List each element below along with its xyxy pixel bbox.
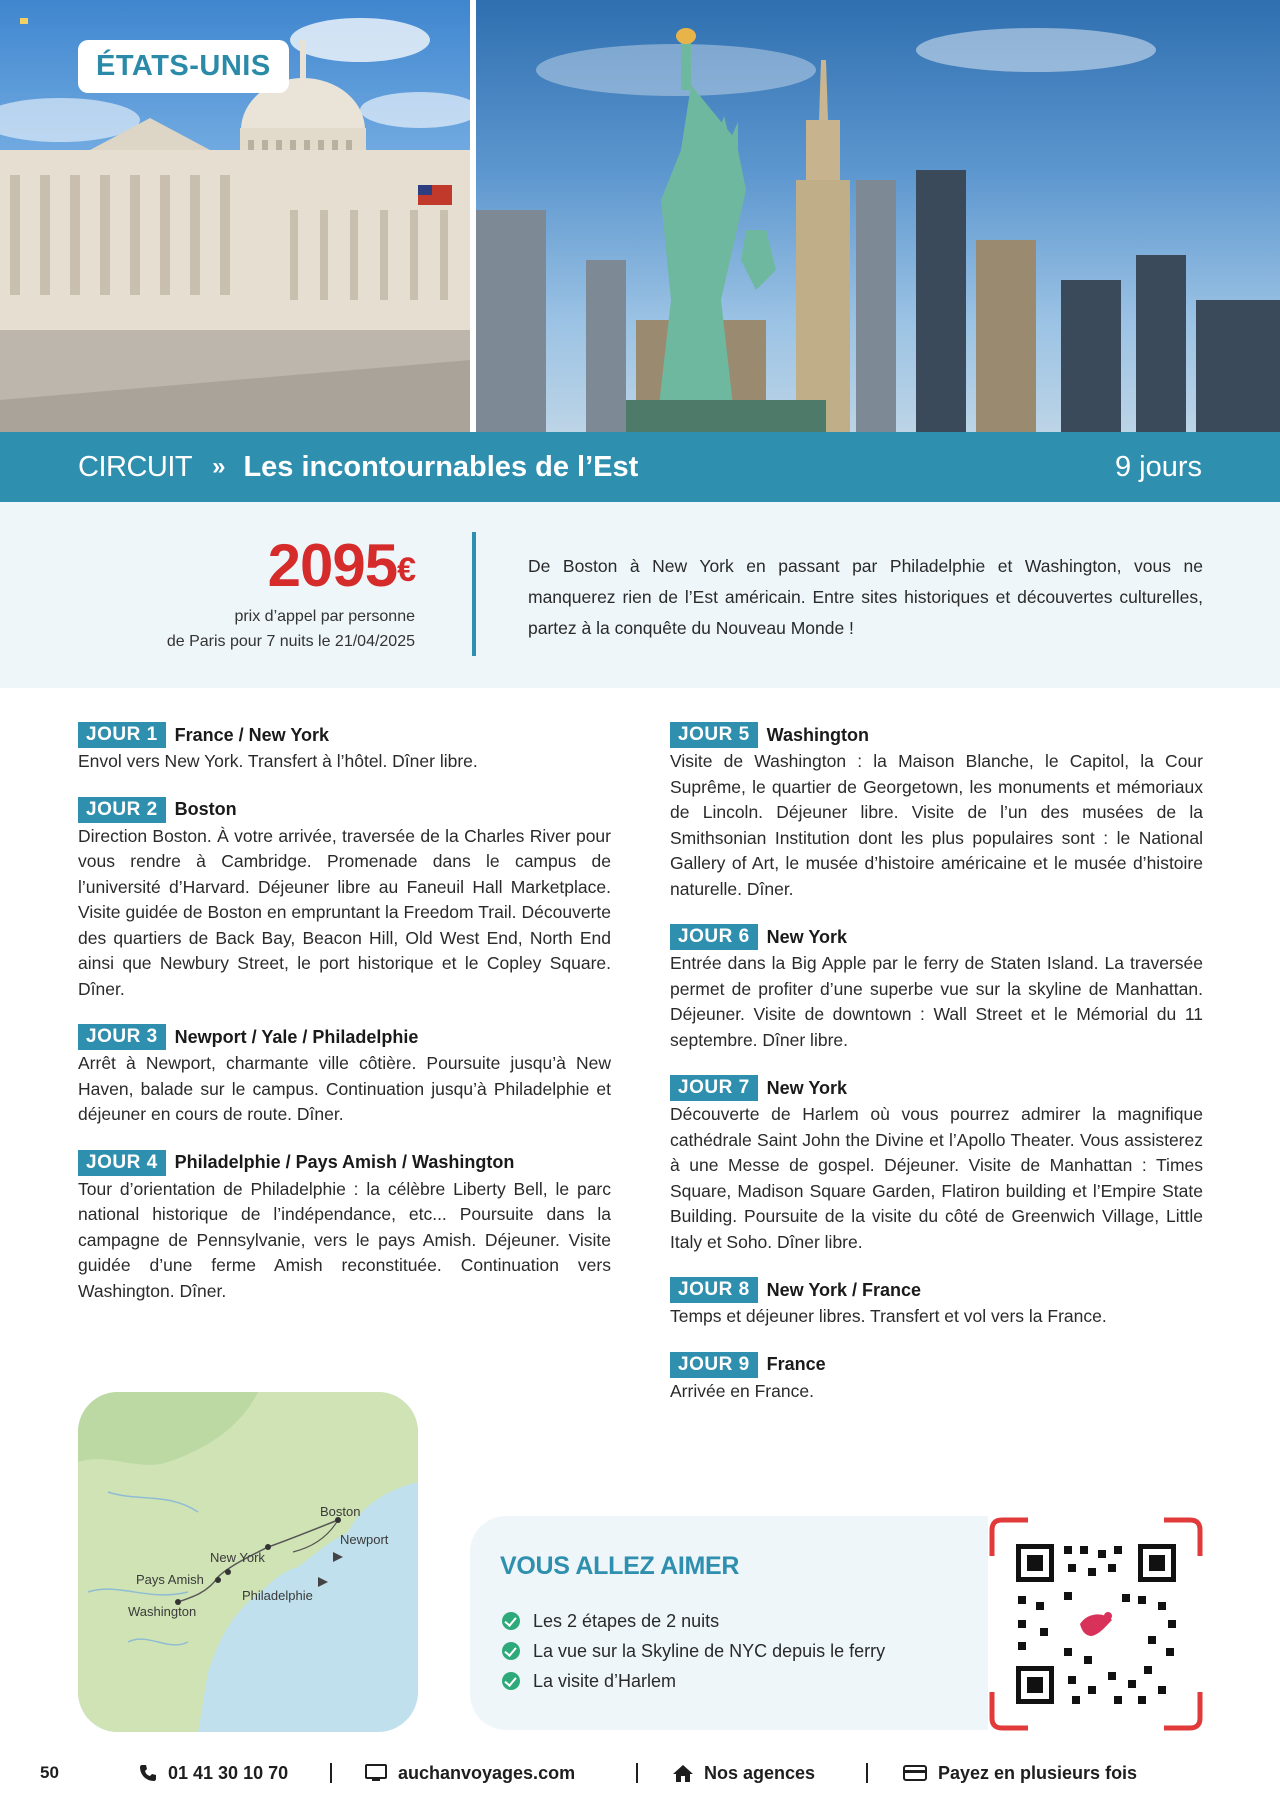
check-icon [502, 1612, 520, 1630]
highlight-item [502, 1666, 885, 1696]
highlights-title: VOUS ALLEZ AIMER [500, 1552, 740, 1580]
day-description: Arrêt à Newport, charmante ville côtière. Poursuite jusqu’à New Haven, balade sur le campus. Continuation jusqu’à Philadelphie et déjeuner en cours de route. Dîner. [78, 1053, 611, 1124]
day-tag: JOUR 5 [670, 722, 758, 748]
page-number: 50 [40, 1763, 59, 1782]
day-item [670, 924, 1203, 1053]
footer-separator [330, 1763, 332, 1783]
day-place: Newport / Yale / Philadelphie [174, 1026, 419, 1047]
map-label-washington: Washington [128, 1604, 197, 1619]
day-description: Envol vers New York. Transfert à l’hôtel. Dîner libre. [78, 751, 478, 771]
footer [0, 1758, 1280, 1788]
day-item [78, 722, 611, 775]
agencies-link: Nos agences [704, 1762, 816, 1783]
country-badge: ÉTATS-UNIS [78, 40, 289, 93]
footer-separator [866, 1763, 868, 1783]
day-tag: JOUR 3 [78, 1024, 166, 1050]
credit-card-icon [902, 1763, 928, 1783]
day-tag: JOUR 1 [78, 722, 166, 748]
day-place: Boston [174, 799, 237, 819]
day-tag: JOUR 2 [78, 797, 166, 823]
chevron-right-icon: » [212, 453, 226, 480]
hero-photos [0, 0, 1280, 432]
tour-title-bar [0, 432, 1280, 502]
footer-separator [636, 1763, 638, 1783]
day-place: Washington [766, 724, 869, 745]
day-item [670, 1075, 1203, 1255]
check-icon [502, 1672, 520, 1690]
capitol-photo [0, 0, 470, 432]
day-item [670, 722, 1203, 902]
day-tag: JOUR 8 [670, 1277, 758, 1303]
day-item [78, 797, 611, 1003]
phone-icon [138, 1763, 158, 1783]
highlight-item [502, 1636, 885, 1666]
day-place: New York [766, 926, 848, 947]
phone-number: 01 41 30 10 70 [168, 1762, 289, 1783]
check-icon [502, 1642, 520, 1660]
website-link: auchanvoyages.com [398, 1762, 576, 1783]
day-description: Arrivée en France. [670, 1380, 814, 1401]
highlight-text: Les 2 étapes de 2 nuits [533, 1610, 720, 1631]
statue-of-liberty-photo [476, 0, 1280, 432]
day-item [78, 1024, 611, 1128]
day-place: Philadelphie / Pays Amish / Washington [174, 1152, 515, 1172]
day-item [78, 1150, 611, 1305]
day-item [670, 1352, 1203, 1405]
map-label-new-york: New York [210, 1550, 265, 1565]
day-tag: JOUR 6 [670, 924, 758, 950]
map-label-philadelphie: Philadelphie [242, 1588, 313, 1603]
qr-code[interactable] [988, 1516, 1204, 1732]
day-description: Découverte de Harlem où vous pourrez admirer la magnifique cathédrale Saint John the Divine et l’Apollo Theater. Vous assisterez à une Messe de gospel. Déjeuner. Visite de Manhattan : Times Square, Madison Square Garden, Flatiron building et l’Empire State Building. Poursuite de la visite du côté de Greenwich Village, Little Italy et Soho. Dîner libre. [670, 1104, 1203, 1252]
day-place: France / New York [174, 724, 330, 745]
highlight-text: La visite d’Harlem [533, 1670, 677, 1691]
highlights-list [502, 1606, 885, 1696]
day-description: Direction Boston. À votre arrivée, traversée de la Charles River pour vous rendre à Cambridge. Promenade dans le campus de l’université d’Harvard. Déjeuner libre au Faneuil Hall Marketplace. Visite guidée de Boston en empruntant la Freedom Trail. Découverte des quartiers de Back Bay, Beacon Hill, Old West End, North End ainsi que Newbury Street, le port historique et le Copley Square. Dîner. [78, 825, 611, 999]
day-description: Tour d’orientation de Philadelphie : la célèbre Liberty Bell, le parc national historique de l’indépendance, etc... Poursuite dans la campagne de Pennsylvanie, vers le pays Amish. Déjeuner. Visite guidée d’une ferme Amish reconstituée. Continuation vers Washington. Dîner. [78, 1178, 611, 1301]
footer-website[interactable] [364, 1763, 575, 1784]
map-label-newport: Newport [340, 1532, 389, 1547]
tour-type: CIRCUIT [78, 450, 193, 483]
highlight-text: La vue sur la Skyline de NYC depuis le ferry [533, 1640, 886, 1661]
price-note-line1: prix d’appel par personne [234, 608, 415, 625]
day-item [670, 1277, 1203, 1330]
footer-agencies[interactable] [672, 1763, 815, 1784]
price-band [0, 502, 1280, 688]
day-tag: JOUR 7 [670, 1075, 758, 1101]
footer-payment[interactable] [902, 1763, 1137, 1784]
footer-phone[interactable] [138, 1763, 288, 1784]
tour-duration: 9 jours [1114, 450, 1202, 483]
map-label-boston: Boston [320, 1504, 361, 1519]
day-tag: JOUR 4 [78, 1150, 166, 1176]
day-description: Entrée dans la Big Apple par le ferry de Staten Island. La traversée permet de profiter d’une superbe vue sur la skyline de Manhattan. Déjeuner. Visite de downtown : Wall Street et le Mémorial du 11 septembre. Dîner libre. [670, 953, 1203, 1050]
intro-text: De Boston à New York en passant par Philadelphie et Washington, vous ne manquerez rien de l’Est américain. Entre sites historiques et découvertes culturelles, partez à la conquête du Nouveau Monde ! [528, 556, 1203, 638]
price-note-line2: de Paris pour 7 nuits le 21/04/2025 [166, 633, 415, 650]
route-map [78, 1392, 418, 1732]
price-box [80, 534, 415, 654]
map-label-pays-amish: Pays Amish [136, 1572, 204, 1587]
day-place: New York / France [766, 1279, 922, 1300]
payment-link: Payez en plusieurs fois [938, 1762, 1138, 1783]
price-amount: 2095 [267, 532, 398, 599]
itinerary-column-left [78, 722, 611, 1326]
price-divider [472, 532, 476, 656]
day-tag: JOUR 9 [670, 1352, 758, 1378]
corner-mark [20, 18, 28, 24]
day-description: Temps et déjeuner libres. Transfert et vol vers la France. [670, 1306, 1107, 1326]
day-place: New York [766, 1077, 848, 1098]
itinerary-column-right [670, 722, 1203, 1426]
day-place: France [766, 1354, 826, 1374]
day-description: Visite de Washington : la Maison Blanche, le Capitol, la Cour Suprême, le quartier de Georgetown, les monuments et mémoriaux de Lincoln. Déjeuner libre. Visite de l’un des musées de la Smithsonian Institution dont les plus populaires sont : le National Gallery of Art, le musée d’histoire américaine et le musée d’histoire naturelle. Dîner. [670, 751, 1203, 899]
home-icon [672, 1763, 694, 1783]
price-currency: € [397, 551, 415, 589]
price [80, 534, 415, 598]
highlight-item [502, 1606, 885, 1636]
computer-icon [364, 1763, 388, 1783]
tour-name: Les incontournables de l’Est [243, 450, 639, 483]
